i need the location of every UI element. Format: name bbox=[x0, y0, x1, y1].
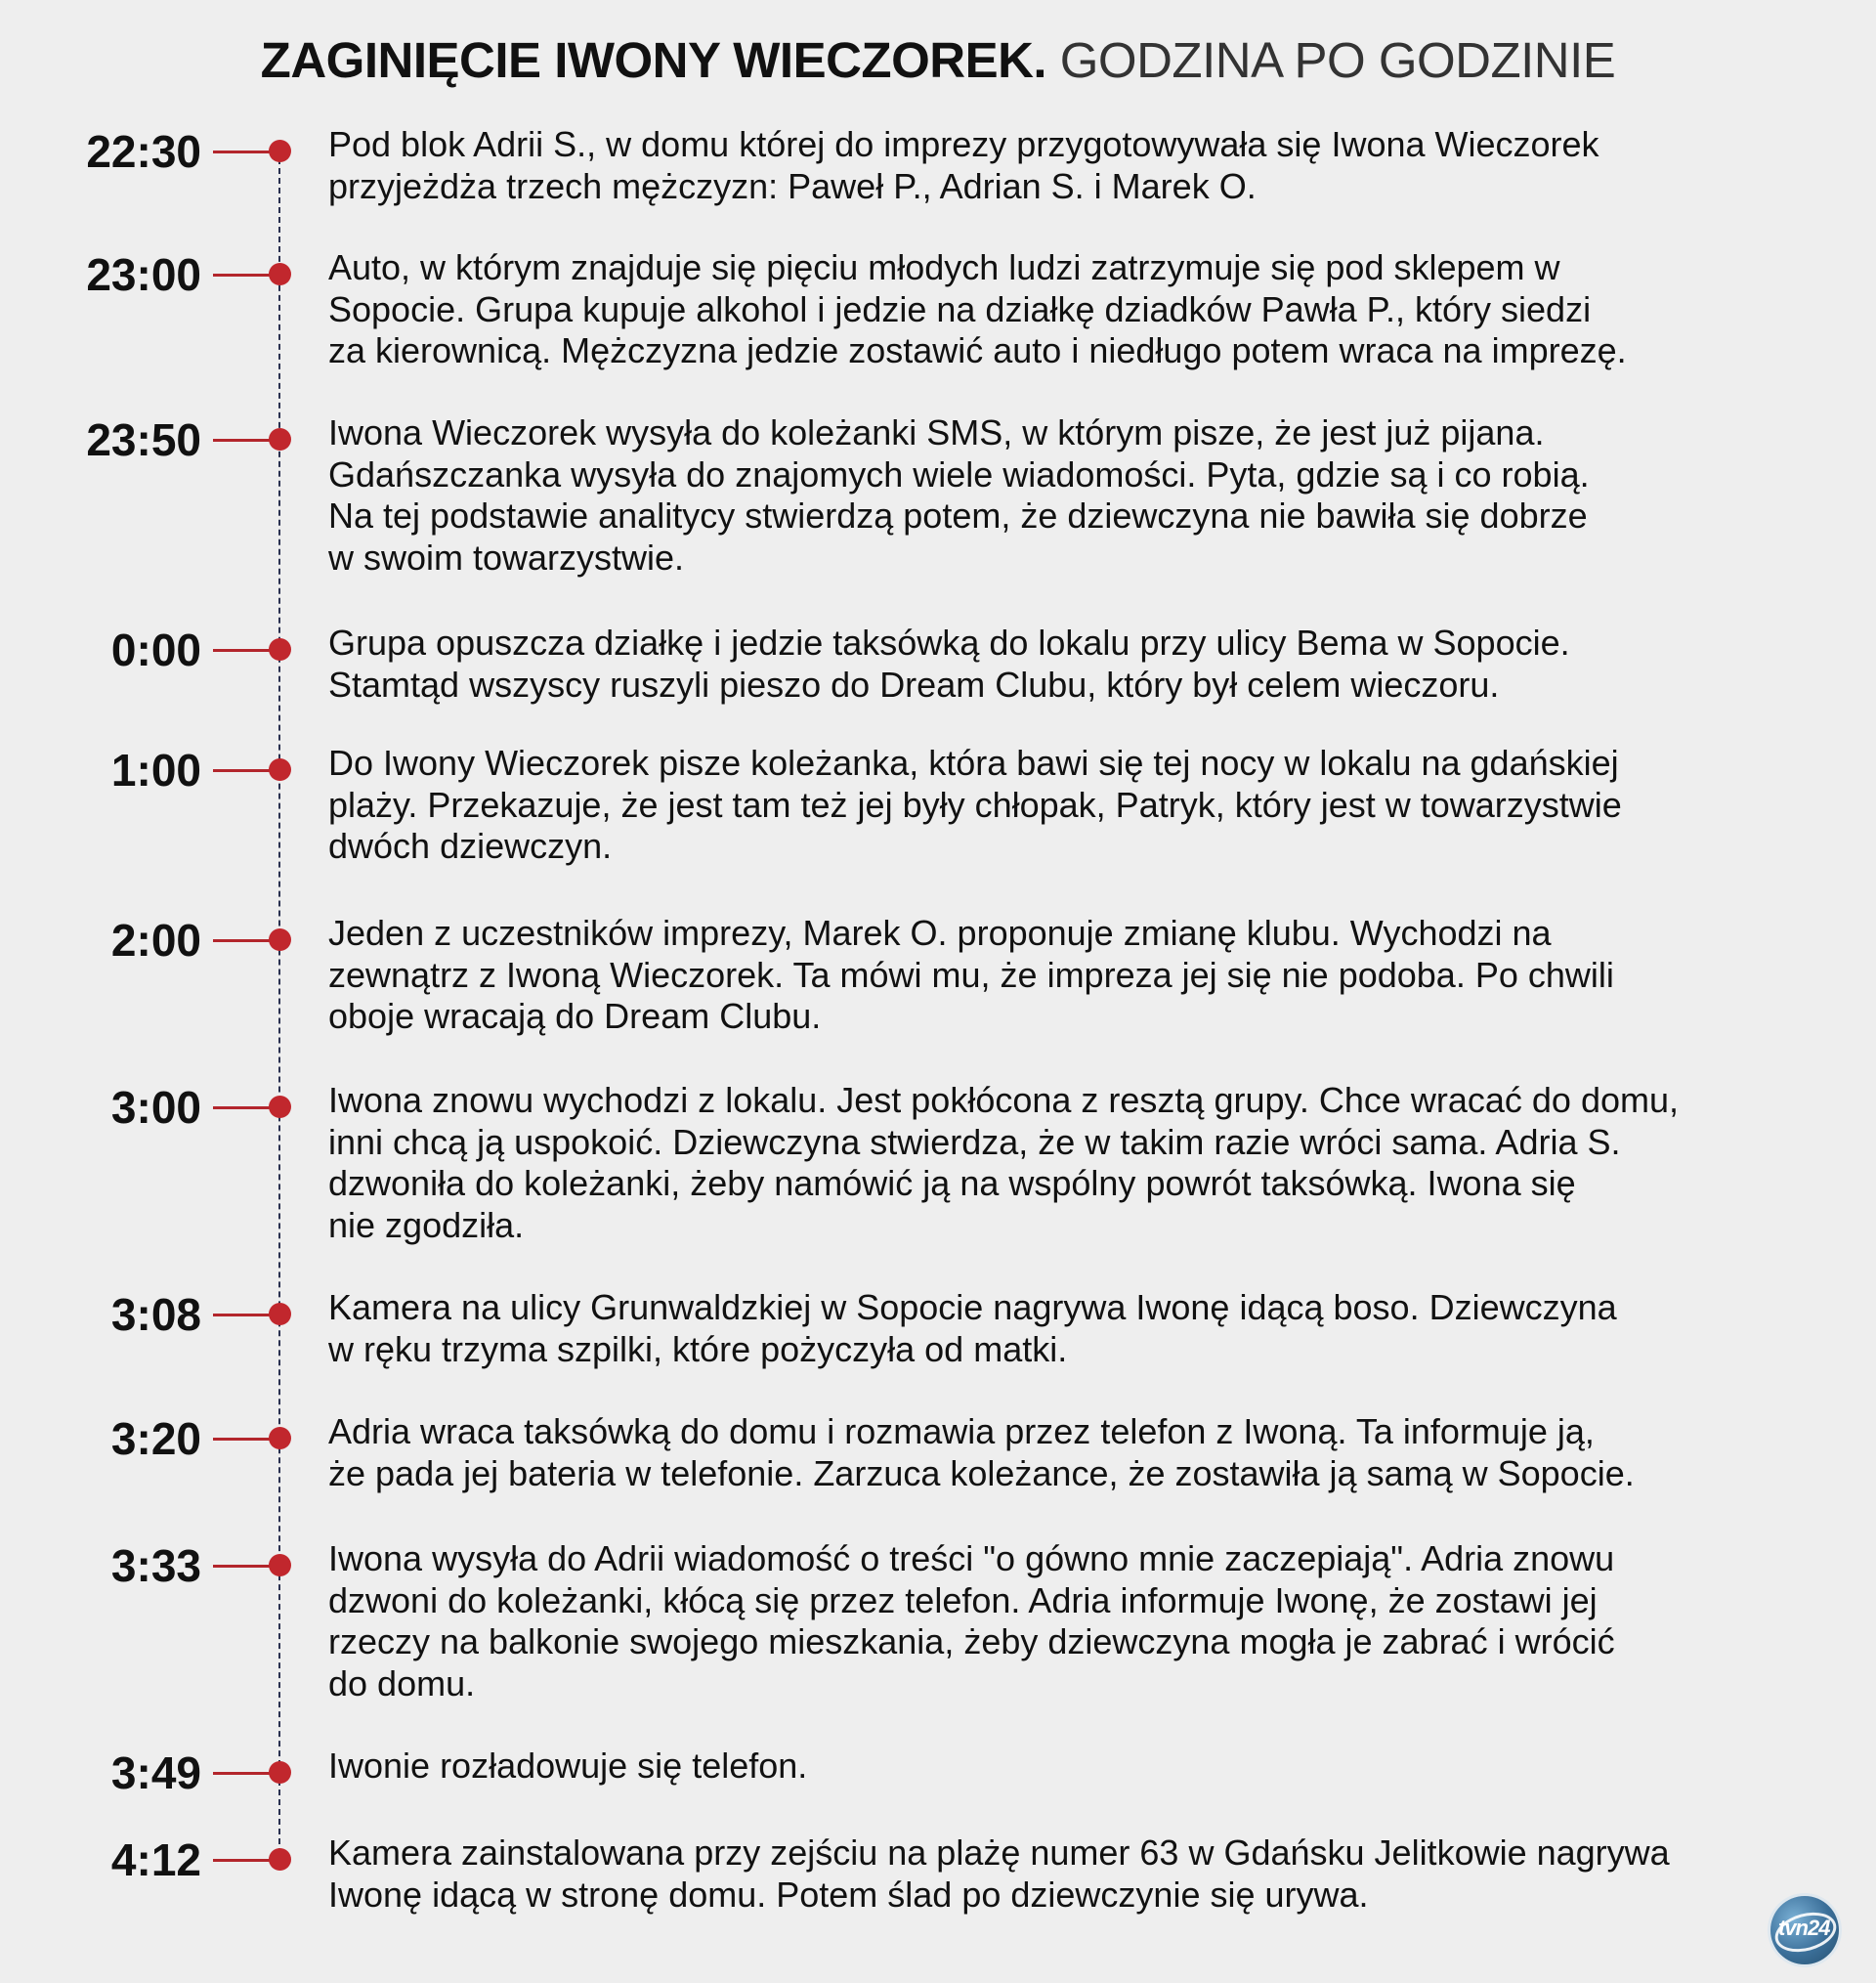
event-description: Auto, w którym znajduje się pięciu młodych ludzi zatrzymuje się pod sklepem w Sopocie. Grupa kupuje alkohol i jedzie na działkę dziadków Pawła P., który siedzi za kierownicą. Mężczyzna jedzie zostawić auto i niedługo potem wraca na imprezę. bbox=[328, 247, 1627, 370]
event-time: 23:50 bbox=[86, 414, 201, 465]
event-marker bbox=[269, 1554, 291, 1576]
event-connector bbox=[213, 439, 276, 442]
event-time: 4:12 bbox=[110, 1834, 201, 1885]
title-bold: ZAGINIĘCIE IWONY WIECZOREK. bbox=[260, 32, 1047, 88]
event-time: 3:49 bbox=[110, 1747, 201, 1798]
timeline-event bbox=[0, 1746, 1876, 1798]
page-title bbox=[0, 29, 1876, 92]
timeline-event bbox=[0, 1080, 1876, 1245]
event-time: 0:00 bbox=[110, 625, 201, 675]
timeline-event bbox=[0, 913, 1876, 1036]
event-marker bbox=[269, 428, 291, 451]
event-marker bbox=[269, 140, 291, 162]
event-connector bbox=[213, 1106, 276, 1109]
timeline-event bbox=[0, 1832, 1876, 1915]
event-description: Iwona Wieczorek wysyła do koleżanki SMS, w którym pisze, że jest już pijana. Gdańszczanka wysyła do znajomych wiele wiadomości. Pyta, gdzie są i co robią. Na tej podstawie analitycy stwierdzą potem, że dziewczyna nie bawiła się dobrze w swoim towarzystwie. bbox=[328, 412, 1590, 578]
event-description: Kamera na ulicy Grunwaldzkiej w Sopocie nagrywa Iwonę idącą boso. Dziewczyna w ręku trzyma szpilki, które pożyczyła od matki. bbox=[328, 1287, 1617, 1369]
event-marker bbox=[269, 1427, 291, 1449]
event-connector bbox=[213, 769, 276, 772]
timeline-event bbox=[0, 623, 1876, 705]
timeline-event bbox=[0, 743, 1876, 866]
tvn24-logo bbox=[1770, 1896, 1839, 1964]
event-description: Do Iwony Wieczorek pisze koleżanka, która bawi się tej nocy w lokalu na gdańskiej plaży. Przekazuje, że jest tam też jej były chłopak, Patryk, który jest w towarzystwie dwóch dziewczyn. bbox=[328, 743, 1622, 866]
event-connector bbox=[213, 151, 276, 153]
event-marker bbox=[269, 758, 291, 781]
timeline-event bbox=[0, 1538, 1876, 1703]
event-description: Kamera zainstalowana przy zejściu na plażę numer 63 w Gdańsku Jelitkowie nagrywa Iwonę idącą w stronę domu. Potem ślad po dziewczynie się urywa. bbox=[328, 1832, 1670, 1915]
event-time: 3:08 bbox=[110, 1289, 201, 1340]
event-description: Iwona wysyła do Adrii wiadomość o treści "o gówno mnie zaczepiają". Adria znowu dzwoni do koleżanki, kłócą się przez telefon. Adria informuje Iwonę, że zostawi jej rzeczy na balkonie swojego mieszkania, żeby dziewczyna mogła je zabrać i wrócić do domu. bbox=[328, 1538, 1615, 1703]
event-connector bbox=[213, 1438, 276, 1441]
event-marker bbox=[269, 1848, 291, 1871]
event-time: 1:00 bbox=[110, 745, 201, 796]
event-description: Pod blok Adrii S., w domu której do imprezy przygotowywała się Iwona Wieczorek przyjeżdża trzech mężczyzn: Paweł P., Adrian S. i Marek O. bbox=[328, 124, 1599, 206]
event-marker bbox=[269, 1761, 291, 1784]
event-description: Jeden z uczestników imprezy, Marek O. proponuje zmianę klubu. Wychodzi na zewnątrz z Iwoną Wieczorek. Ta mówi mu, że impreza jej się nie podoba. Po chwili oboje wracają do Dream Clubu. bbox=[328, 913, 1614, 1036]
timeline-event bbox=[0, 1411, 1876, 1493]
event-description: Iwonie rozładowuje się telefon. bbox=[328, 1746, 808, 1786]
title-light: GODZINA PO GODZINIE bbox=[1059, 32, 1616, 88]
timeline-axis bbox=[278, 149, 280, 1864]
event-description: Grupa opuszcza działkę i jedzie taksówką do lokalu przy ulicy Bema w Sopocie. Stamtąd wszyscy ruszyli pieszo do Dream Clubu, który był celem wieczoru. bbox=[328, 623, 1570, 705]
timeline-event bbox=[0, 247, 1876, 370]
event-connector bbox=[213, 649, 276, 652]
event-marker bbox=[269, 1303, 291, 1325]
event-connector bbox=[213, 939, 276, 942]
event-time: 2:00 bbox=[110, 915, 201, 966]
event-description: Iwona znowu wychodzi z lokalu. Jest pokłócona z resztą grupy. Chce wracać do domu, inni chcą ją uspokoić. Dziewczyna stwierdza, że w takim razie wróci sama. Adria S. dzwoniła do koleżanki, żeby namówić ją na wspólny powrót taksówką. Iwona się nie zgodziła. bbox=[328, 1080, 1680, 1245]
event-connector bbox=[213, 1772, 276, 1775]
event-time: 23:00 bbox=[86, 249, 201, 300]
event-description: Adria wraca taksówką do domu i rozmawia przez telefon z Iwoną. Ta informuje ją, że pada jej bateria w telefonie. Zarzuca koleżance, że zostawiła ją samą w Sopocie. bbox=[328, 1411, 1635, 1493]
logo-text: tvn24 bbox=[1778, 1916, 1830, 1940]
event-marker bbox=[269, 1096, 291, 1118]
event-marker bbox=[269, 928, 291, 951]
event-time: 3:00 bbox=[110, 1082, 201, 1133]
event-time: 3:20 bbox=[110, 1413, 201, 1464]
event-connector bbox=[213, 1565, 276, 1568]
event-connector bbox=[213, 274, 276, 277]
timeline-event bbox=[0, 124, 1876, 206]
event-marker bbox=[269, 263, 291, 285]
event-time: 3:33 bbox=[110, 1540, 201, 1591]
event-connector bbox=[213, 1314, 276, 1316]
timeline-event bbox=[0, 412, 1876, 578]
event-connector bbox=[213, 1859, 276, 1862]
event-time: 22:30 bbox=[86, 126, 201, 177]
event-marker bbox=[269, 638, 291, 661]
